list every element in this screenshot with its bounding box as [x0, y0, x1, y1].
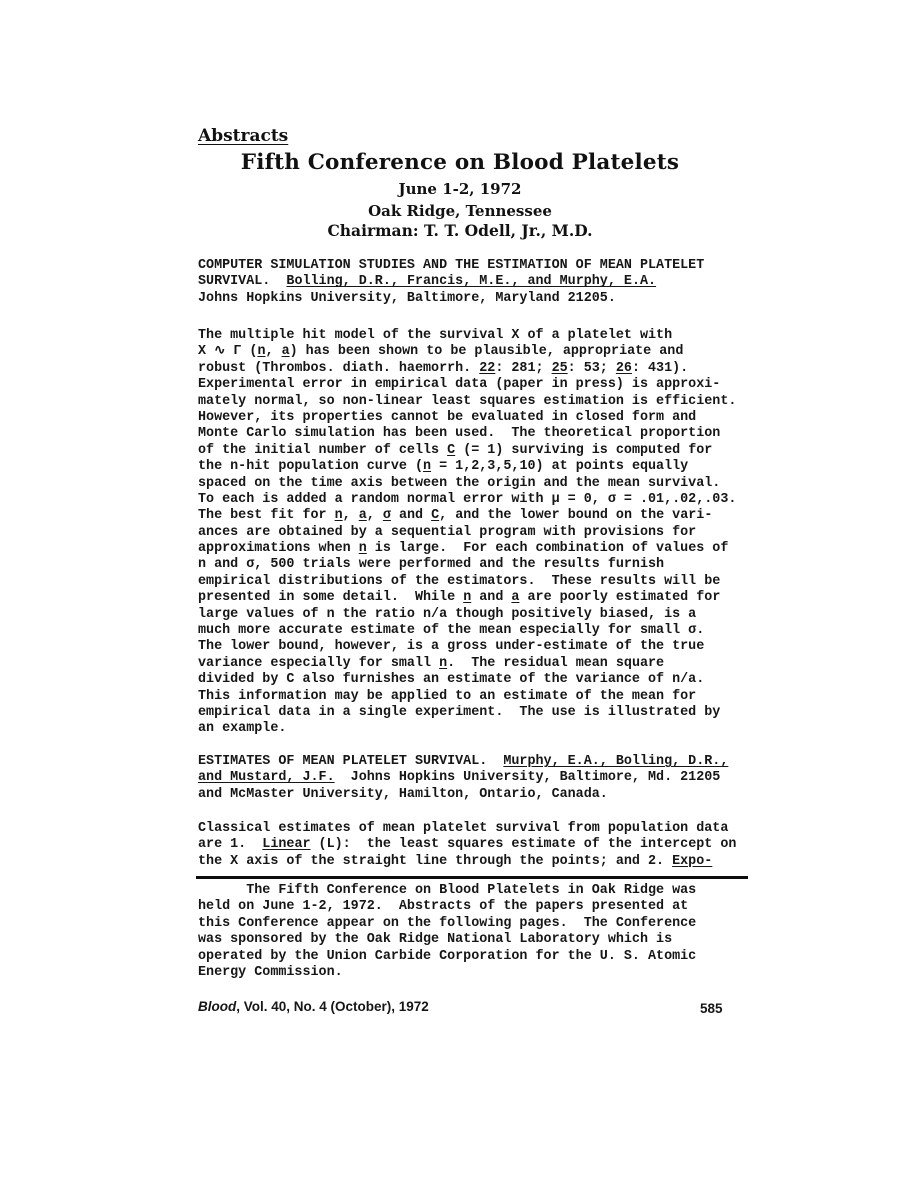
text-line: this Conference appear on the following pages. The Conference [198, 915, 697, 931]
text-line: COMPUTER SIMULATION STUDIES AND THE ESTIMATION OF MEAN PLATELET [198, 258, 705, 273]
text-line: To each is added a random normal error with μ = 0, σ = .01,.02,.03. [198, 491, 737, 507]
abstract2-heading [198, 754, 728, 803]
text-line: was sponsored by the Oak Ridge National Laboratory which is [198, 932, 673, 948]
text-line: large values of n the ratio n/a though positively biased, is a [198, 606, 697, 622]
text-line: Experimental error in empirical data (paper in press) is approxi- [198, 377, 721, 393]
abstract1-body [198, 328, 736, 738]
text-line: an example. [198, 721, 287, 737]
conference-chairman: Chairman: T. T. Odell, Jr., M.D. [327, 221, 593, 240]
text-line: the X axis of the straight line through the points; and 2. Expo- [198, 853, 713, 869]
text-line: are 1. Linear (L): the least squares estimate of the intercept on [198, 837, 737, 853]
text-line: empirical distributions of the estimators. These results will be [198, 573, 721, 589]
text-line: The lower bound, however, is a gross under-estimate of the true [198, 639, 705, 655]
text-line: operated by the Union Carbide Corporation for the U. S. Atomic [198, 948, 697, 964]
conference-title: Fifth Conference on Blood Platelets [240, 150, 680, 175]
text-line: divided by C also furnishes an estimate of the variance of n/a. [198, 672, 705, 688]
journal-citation [198, 999, 429, 1014]
text-line: empirical data in a single experiment. The use is illustrated by [198, 704, 721, 720]
page-number: 585 [700, 1001, 723, 1016]
text-line: held on June 1-2, 1972. Abstracts of the papers presented at [198, 899, 689, 915]
text-line: presented in some detail. While n and a are poorly estimated for [198, 590, 721, 606]
journal-citation-rest: , Vol. 40, No. 4 (October), 1972 [236, 999, 429, 1014]
text-line: This information may be applied to an estimate of the mean for [198, 688, 697, 704]
conference-footnote [198, 883, 696, 981]
conference-date: June 1-2, 1972 [398, 180, 522, 198]
text-line: The Fifth Conference on Blood Platelets in Oak Ridge was [198, 883, 697, 898]
text-line: ESTIMATES OF MEAN PLATELET SURVIVAL. Murphy, E.A., Bolling, D.R., [198, 754, 729, 769]
text-line: spaced on the time axis between the origin and the mean survival. [198, 475, 721, 491]
text-line: SURVIVAL. Bolling, D.R., Francis, M.E., and Murphy, E.A. [198, 274, 657, 290]
text-line: much more accurate estimate of the mean especially for small σ. [198, 623, 705, 639]
text-line: Energy Commission. [198, 964, 343, 980]
text-line: ances are obtained by a sequential program with provisions for [198, 524, 697, 540]
text-line: The best fit for n, a, σ and C, and the lower bound on the vari- [198, 508, 713, 524]
text-line: variance especially for small n. The residual mean square [198, 655, 665, 671]
text-line: robust (Thrombos. diath. haemorrh. 22: 281; 25: 53; 26: 431). [198, 360, 689, 376]
text-line: However, its properties cannot be evaluated in closed form and [198, 409, 697, 425]
text-line: Monte Carlo simulation has been used. The theoretical proportion [198, 426, 721, 442]
text-line: approximations when n is large. For each combination of values of [198, 541, 729, 557]
journal-name: Blood [198, 999, 237, 1014]
text-line: mately normal, so non-linear least squares estimation is efficient. [198, 393, 737, 409]
abstract2-body [198, 821, 736, 870]
section-heading-abstracts: Abstracts [198, 126, 289, 146]
text-line: The multiple hit model of the survival X of a platelet with [198, 328, 673, 343]
conference-location: Oak Ridge, Tennessee [368, 202, 552, 220]
text-line: and Mustard, J.F. Johns Hopkins University, Baltimore, Md. 21205 [198, 770, 721, 786]
text-line: n and σ, 500 trials were performed and the results furnish [198, 557, 665, 573]
text-line: Johns Hopkins University, Baltimore, Maryland 21205. [198, 290, 616, 306]
text-line: Classical estimates of mean platelet survival from population data [198, 821, 729, 836]
text-line: X ∿ Γ (n, a) has been shown to be plausible, appropriate and [198, 344, 684, 360]
text-line: and McMaster University, Hamilton, Ontario, Canada. [198, 786, 608, 802]
text-line: the n-hit population curve (n = 1,2,3,5,10) at points equally [198, 459, 689, 475]
footnote-divider-rule [196, 876, 748, 879]
text-line: of the initial number of cells C (= 1) surviving is computed for [198, 442, 713, 458]
abstract1-heading [198, 258, 704, 307]
